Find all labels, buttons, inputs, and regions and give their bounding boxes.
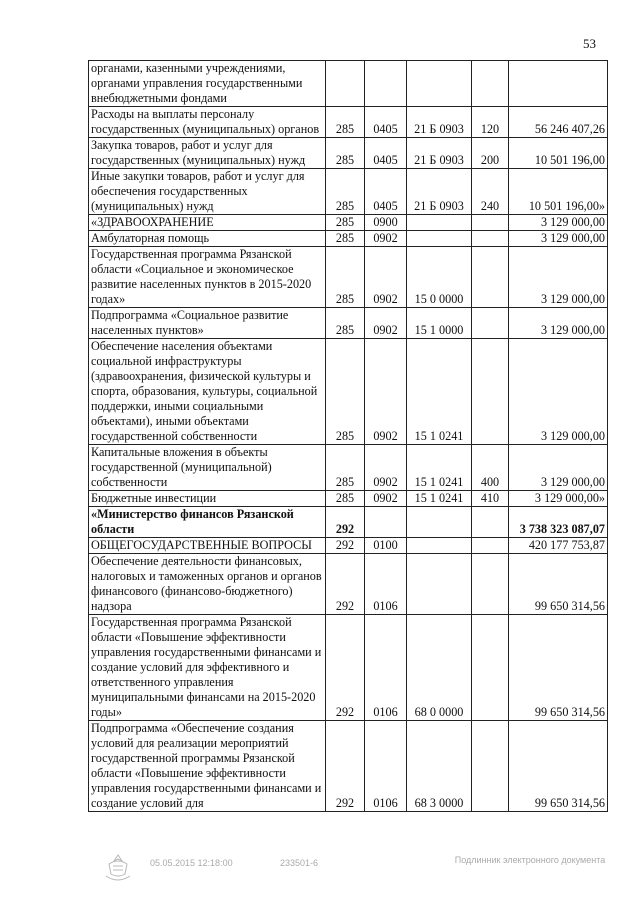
row-vd: 285 (326, 445, 365, 491)
row-rz (365, 507, 407, 538)
row-rz: 0902 (365, 445, 407, 491)
row-vd: 285 (326, 339, 365, 445)
row-rz: 0106 (365, 554, 407, 615)
row-name: Подпрограмма «Социальное развитие населенных пунктов» (89, 308, 326, 339)
row-vr (472, 507, 509, 538)
page-number: 53 (583, 36, 596, 51)
row-rz: 0902 (365, 339, 407, 445)
row-cs (407, 554, 472, 615)
row-cs: 15 1 0241 (407, 445, 472, 491)
table-row (89, 538, 608, 554)
row-cs (407, 507, 472, 538)
row-name: «ЗДРАВООХРАНЕНИЕ (89, 215, 326, 231)
row-sum: 420 177 753,87 (509, 538, 608, 554)
table-row (89, 247, 608, 308)
row-vr (472, 215, 509, 231)
row-cs: 15 1 0241 (407, 339, 472, 445)
row-sum: 3 738 323 087,07 (509, 507, 608, 538)
row-rz: 0106 (365, 615, 407, 721)
row-vd: 285 (326, 247, 365, 308)
table-row (89, 169, 608, 215)
row-vr (472, 308, 509, 339)
row-sum: 10 501 196,00» (509, 169, 608, 215)
row-vd: 292 (326, 615, 365, 721)
row-vd: 285 (326, 138, 365, 169)
row-sum (509, 61, 608, 107)
table-row (89, 61, 608, 107)
row-vd: 285 (326, 169, 365, 215)
row-rz: 0100 (365, 538, 407, 554)
row-vr (472, 554, 509, 615)
budget-table (88, 60, 608, 812)
row-rz: 0900 (365, 215, 407, 231)
table-row (89, 339, 608, 445)
table-row (89, 107, 608, 138)
row-vr (472, 247, 509, 308)
row-name: Подпрограмма «Обеспечение создания условий для реализации мероприятий государственной программы Рязанской области «Повышение эффективности управления государственными финансами и создание условий для (89, 721, 326, 812)
row-cs: 68 3 0000 (407, 721, 472, 812)
row-sum: 3 129 000,00 (509, 308, 608, 339)
row-name: Иные закупки товаров, работ и услуг для обеспечения государственных (муниципальных) нужд (89, 169, 326, 215)
table-row (89, 445, 608, 491)
row-rz: 0405 (365, 138, 407, 169)
row-vd: 292 (326, 507, 365, 538)
row-name: Закупка товаров, работ и услуг для государственных (муниципальных) нужд (89, 138, 326, 169)
row-vd: 285 (326, 215, 365, 231)
table-row (89, 491, 608, 507)
row-name: Обеспечение населения объектами социальной инфраструктуры (здравоохранения, физической культуры и спорта, образования, культуры, социальной поддержки, иными социальными объектами), иными объектами государственной собственности (89, 339, 326, 445)
row-sum: 56 246 407,26 (509, 107, 608, 138)
row-sum: 99 650 314,56 (509, 554, 608, 615)
row-name: Государственная программа Рязанской области «Социальное и экономическое развитие населенных пунктов в 2015-2020 годах» (89, 247, 326, 308)
table-row (89, 308, 608, 339)
row-rz: 0902 (365, 491, 407, 507)
row-sum: 3 129 000,00 (509, 339, 608, 445)
row-name: органами, казенными учреждениями, органами управления государственными внебюджетными фондами (89, 61, 326, 107)
row-sum: 3 129 000,00» (509, 491, 608, 507)
row-vd: 292 (326, 721, 365, 812)
row-cs (407, 215, 472, 231)
row-sum: 10 501 196,00 (509, 138, 608, 169)
row-vd: 292 (326, 554, 365, 615)
row-vr (472, 231, 509, 247)
row-sum: 3 129 000,00 (509, 231, 608, 247)
row-cs (407, 231, 472, 247)
row-rz: 0902 (365, 231, 407, 247)
table-row (89, 615, 608, 721)
row-name: Капитальные вложения в объекты государственной (муниципальной) собственности (89, 445, 326, 491)
row-rz: 0405 (365, 169, 407, 215)
footer-note: Подлинник электронного документа (454, 855, 606, 865)
seal-icon (100, 852, 136, 886)
row-cs: 15 1 0000 (407, 308, 472, 339)
table-row (89, 554, 608, 615)
row-name: Расходы на выплаты персоналу государственных (муниципальных) органов (89, 107, 326, 138)
row-vr: 200 (472, 138, 509, 169)
table-row (89, 231, 608, 247)
row-rz (365, 61, 407, 107)
footer-code: 233501-6 (280, 858, 319, 868)
table-row (89, 721, 608, 812)
row-vd: 285 (326, 491, 365, 507)
row-vr (472, 721, 509, 812)
row-vr: 120 (472, 107, 509, 138)
row-vd: 292 (326, 538, 365, 554)
table-row (89, 138, 608, 169)
row-name: Государственная программа Рязанской области «Повышение эффективности управления государственными финансами и создание условий для эффективного и ответственного управления муниципальными финансами на 2015-2020 годы» (89, 615, 326, 721)
row-cs: 15 0 0000 (407, 247, 472, 308)
row-cs: 21 Б 0903 (407, 169, 472, 215)
row-name: Бюджетные инвестиции (89, 491, 326, 507)
row-vr (472, 339, 509, 445)
row-cs (407, 538, 472, 554)
row-cs (407, 61, 472, 107)
row-vr: 400 (472, 445, 509, 491)
row-cs: 15 1 0241 (407, 491, 472, 507)
row-vd: 285 (326, 107, 365, 138)
row-sum: 3 129 000,00 (509, 247, 608, 308)
row-name: «Министерство финансов Рязанской области (89, 507, 326, 538)
row-cs: 68 0 0000 (407, 615, 472, 721)
table-row (89, 215, 608, 231)
row-vr (472, 615, 509, 721)
row-name: Амбулаторная помощь (89, 231, 326, 247)
row-sum: 3 129 000,00 (509, 215, 608, 231)
row-sum: 99 650 314,56 (509, 615, 608, 721)
table-row (89, 507, 608, 538)
footer-date: 05.05.2015 12:18:00 (150, 858, 233, 868)
row-vr (472, 61, 509, 107)
row-rz: 0902 (365, 308, 407, 339)
row-name: Обеспечение деятельности финансовых, налоговых и таможенных органов и органов финансового (финансово-бюджетного) надзора (89, 554, 326, 615)
row-rz: 0106 (365, 721, 407, 812)
row-vd: 285 (326, 231, 365, 247)
footer (100, 852, 620, 882)
row-name: ОБЩЕГОСУДАРСТВЕННЫЕ ВОПРОСЫ (89, 538, 326, 554)
row-rz: 0405 (365, 107, 407, 138)
row-vd: 285 (326, 308, 365, 339)
row-cs: 21 Б 0903 (407, 107, 472, 138)
budget-table-body (89, 61, 608, 812)
row-rz: 0902 (365, 247, 407, 308)
row-cs: 21 Б 0903 (407, 138, 472, 169)
row-sum: 3 129 000,00 (509, 445, 608, 491)
row-vr: 410 (472, 491, 509, 507)
row-vd (326, 61, 365, 107)
row-vr: 240 (472, 169, 509, 215)
row-vr (472, 538, 509, 554)
row-sum: 99 650 314,56 (509, 721, 608, 812)
